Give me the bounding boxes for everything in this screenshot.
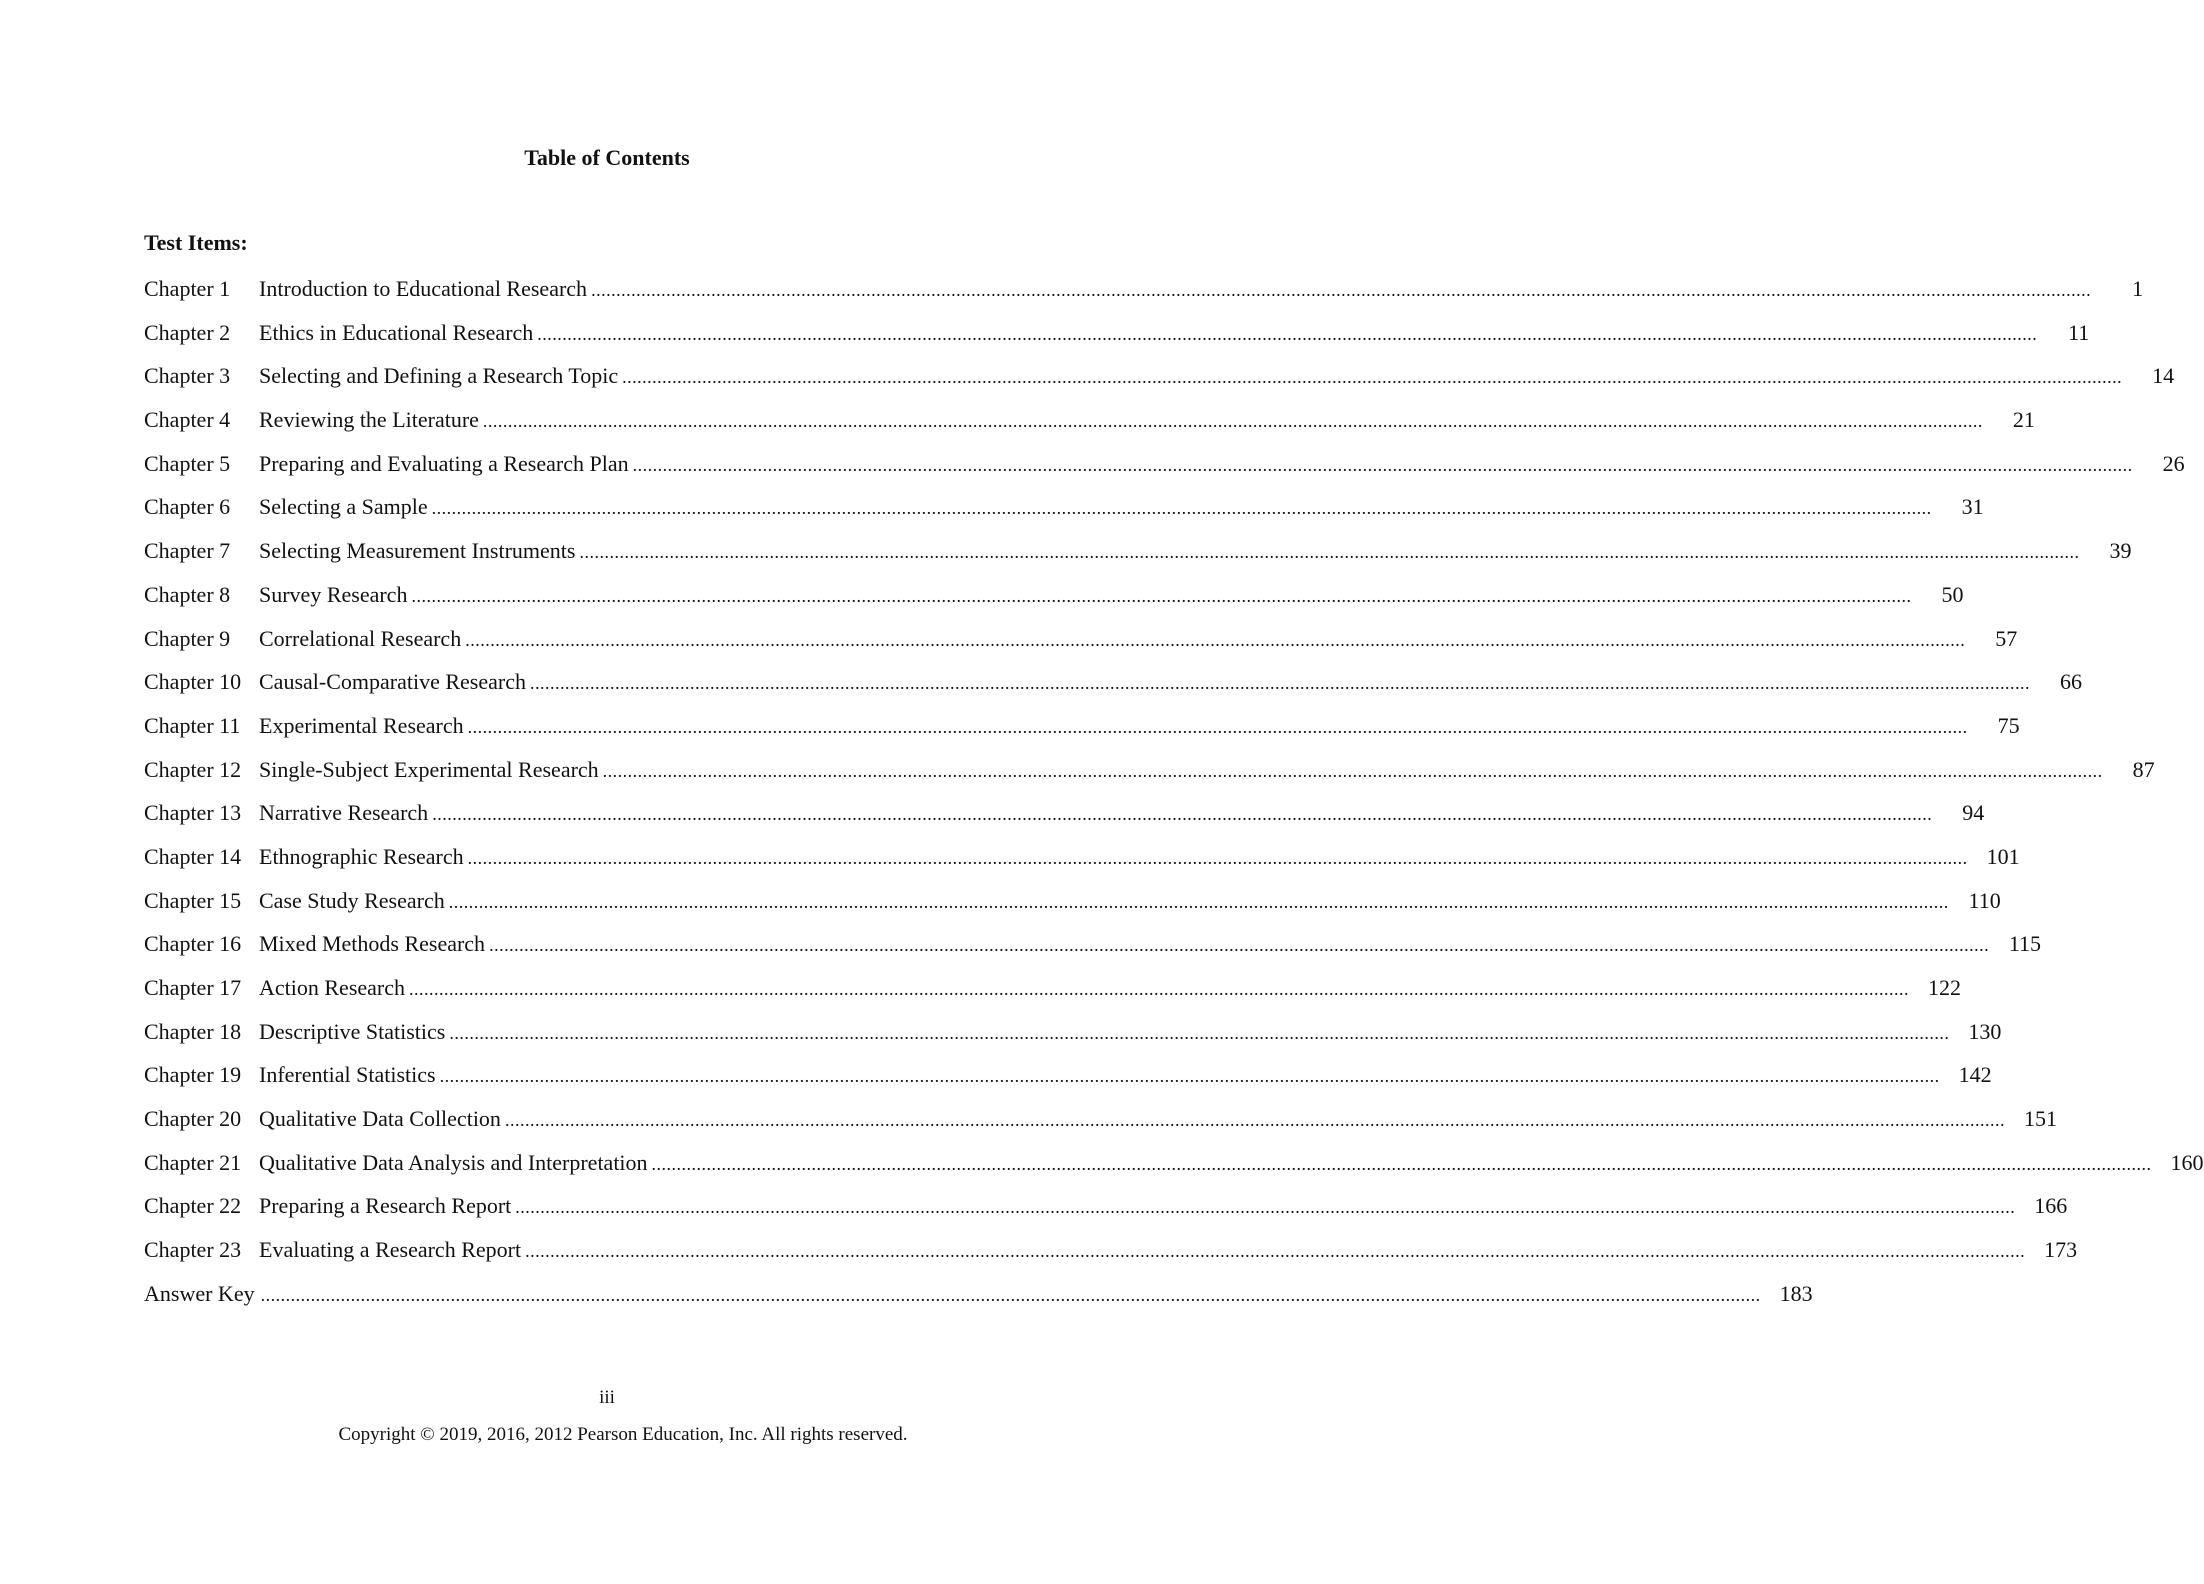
toc-entry-chapter-12 xyxy=(144,755,2155,799)
dot-leader: ............................................................................................................................................................................................................................................................................................................ xyxy=(632,454,2133,475)
chapter-title: Narrative Research xyxy=(259,800,429,826)
chapter-label: Chapter 2 xyxy=(144,319,231,345)
toc-entry-chapter-21 xyxy=(144,1148,2204,1192)
chapter-label: Chapter 23 xyxy=(144,1237,242,1263)
toc-list xyxy=(144,274,2204,1323)
toc-entry-chapter-3 xyxy=(144,361,2175,405)
chapter-label: Chapter 1 xyxy=(144,276,231,301)
dot-leader: ............................................................................................................................................................................................................................................................................................................ xyxy=(448,891,1949,912)
chapter-label: Chapter 14 xyxy=(144,843,242,869)
chapter-label: Chapter 8 xyxy=(144,581,231,607)
chapter-title: Selecting Measurement Instruments xyxy=(259,538,576,564)
dot-leader: ............................................................................................................................................................................................................................................................................................................ xyxy=(432,804,1933,825)
chapter-label: Chapter 20 xyxy=(144,1106,242,1132)
toc-entry-chapter-5 xyxy=(144,449,2185,493)
page-number: 130 xyxy=(1968,1018,2002,1044)
page-number: 50 xyxy=(1941,581,1964,607)
chapter-label: Chapter 9 xyxy=(144,625,231,651)
dot-leader: ............................................................................................................................................................................................................................................................................................................ xyxy=(515,1197,2016,1218)
dot-leader: ............................................................................................................................................................................................................................................................................................................ xyxy=(467,847,1968,868)
page-number: 75 xyxy=(1997,712,2020,738)
chapter-title: Inferential Statistics xyxy=(259,1062,436,1088)
chapter-title: Introduction to Educational Research xyxy=(259,276,588,301)
dot-leader: ............................................................................................................................................................................................................................................................................................................ xyxy=(602,760,2103,781)
dot-leader: ............................................................................................................................................................................................................................................................................................................ xyxy=(504,1110,2005,1131)
chapter-label: Chapter 6 xyxy=(144,494,231,520)
page-number: 101 xyxy=(1986,843,2020,869)
page-number: 14 xyxy=(2152,363,2175,389)
chapter-title: Selecting a Sample xyxy=(259,494,428,520)
page-number: 151 xyxy=(2023,1106,2057,1132)
page-number: 183 xyxy=(1779,1280,1813,1306)
page-title: Table of Contents xyxy=(524,145,690,170)
toc-entry-chapter-15 xyxy=(144,886,2001,930)
chapter-label: Chapter 21 xyxy=(144,1149,242,1175)
dot-leader: ............................................................................................................................................................................................................................................................................................................ xyxy=(489,935,1990,956)
toc-entry-chapter-22 xyxy=(144,1191,2068,1235)
chapter-label: Chapter 13 xyxy=(144,800,242,826)
dot-leader: ............................................................................................................................................................................................................................................................................................................ xyxy=(622,367,2123,388)
toc-entry-chapter-17 xyxy=(144,973,1961,1017)
chapter-title: Preparing and Evaluating a Research Plan xyxy=(259,450,629,476)
chapter-title: Qualitative Data Collection xyxy=(259,1106,501,1132)
chapter-title: Action Research xyxy=(259,975,405,1000)
page-number: 173 xyxy=(2044,1237,2078,1263)
page-number: 21 xyxy=(2012,407,2035,433)
toc-entry-chapter-13 xyxy=(144,798,1985,842)
page-number: 87 xyxy=(2132,756,2155,782)
dot-leader: ............................................................................................................................................................................................................................................................................................................ xyxy=(431,498,1932,519)
page-footer-number: iii xyxy=(599,1387,615,1408)
dot-leader: ............................................................................................................................................................................................................................................................................................................ xyxy=(529,673,2030,694)
toc-entry-chapter-14 xyxy=(144,842,2020,886)
page-number: 160 xyxy=(2170,1149,2204,1175)
dot-leader: ............................................................................................................................................................................................................................................................................................................ xyxy=(651,1153,2152,1174)
section-heading: Test Items: xyxy=(144,230,248,255)
page-number: 166 xyxy=(2034,1193,2068,1219)
chapter-label: Chapter 11 xyxy=(144,712,241,738)
chapter-label: Chapter 3 xyxy=(144,363,231,389)
toc-entry-chapter-9 xyxy=(144,624,2018,668)
chapter-title: Experimental Research xyxy=(259,712,464,738)
chapter-title: Preparing a Research Report xyxy=(259,1193,512,1219)
chapter-label: Chapter 12 xyxy=(144,756,242,782)
copyright-notice: Copyright © 2019, 2016, 2012 Pearson Education, Inc. All rights reserved. xyxy=(338,1424,908,1445)
chapter-label: Chapter 15 xyxy=(144,887,242,913)
toc-entry-chapter-7 xyxy=(144,536,2132,580)
toc-entry-chapter-8 xyxy=(144,580,1964,624)
chapter-label: Chapter 17 xyxy=(144,975,242,1000)
dot-leader: ............................................................................................................................................................................................................................................................................................................ xyxy=(579,542,2080,563)
chapter-title: Evaluating a Research Report xyxy=(259,1237,522,1263)
page-number: 115 xyxy=(2008,931,2042,957)
toc-entry-chapter-23 xyxy=(144,1235,2078,1279)
page-number: 122 xyxy=(1928,975,1961,1000)
toc-entry-chapter-1 xyxy=(144,274,2144,318)
page-number: 110 xyxy=(1968,887,2001,913)
chapter-title: Causal-Comparative Research xyxy=(259,669,526,695)
toc-entry-chapter-6 xyxy=(144,492,1984,536)
toc-entry-chapter-2 xyxy=(144,318,2090,362)
page-number: 11 xyxy=(2068,319,2090,345)
chapter-title: Single-Subject Experimental Research xyxy=(259,756,599,782)
chapter-label: Chapter 22 xyxy=(144,1193,242,1219)
dot-leader: ............................................................................................................................................................................................................................................................................................................ xyxy=(411,585,1912,606)
chapter-title: Ethics in Educational Research xyxy=(259,319,534,345)
answer-key-title: Answer Key xyxy=(144,1280,255,1306)
dot-leader: ............................................................................................................................................................................................................................................................................................................ xyxy=(537,323,2038,344)
page-number: 31 xyxy=(1961,494,1984,520)
dot-leader: ............................................................................................................................................................................................................................................................................................................ xyxy=(409,979,1909,999)
page-number: 57 xyxy=(1995,625,2018,651)
chapter-label: Chapter 4 xyxy=(144,407,231,433)
toc-entry-chapter-20 xyxy=(144,1104,2057,1148)
page-number: 26 xyxy=(2162,450,2185,476)
chapter-title: Correlational Research xyxy=(259,625,462,651)
toc-entry-chapter-11 xyxy=(144,711,2020,755)
chapter-title: Descriptive Statistics xyxy=(259,1018,446,1044)
dot-leader: ............................................................................................................................................................................................................................................................................................................ xyxy=(465,629,1966,650)
dot-leader: ............................................................................................................................................................................................................................................................................................................ xyxy=(591,280,2092,300)
toc-entry-chapter-16 xyxy=(144,929,2042,973)
chapter-title: Mixed Methods Research xyxy=(259,931,486,957)
chapter-title: Qualitative Data Analysis and Interpretation xyxy=(259,1149,648,1175)
dot-leader: ............................................................................................................................................................................................................................................................................................................ xyxy=(260,1284,1761,1305)
page-number: 94 xyxy=(1962,800,1985,826)
toc-entry-chapter-18 xyxy=(144,1017,2002,1061)
chapter-label: Chapter 16 xyxy=(144,931,242,957)
dot-leader: ............................................................................................................................................................................................................................................................................................................ xyxy=(439,1066,1940,1087)
dot-leader: ............................................................................................................................................................................................................................................................................................................ xyxy=(482,411,1983,432)
page-number: 66 xyxy=(2059,669,2082,695)
page-number: 39 xyxy=(2109,538,2132,564)
toc-entry-answer-key xyxy=(144,1279,1813,1323)
chapter-title: Reviewing the Literature xyxy=(259,407,479,433)
chapter-label: Chapter 5 xyxy=(144,450,231,476)
chapter-label: Chapter 18 xyxy=(144,1018,242,1044)
chapter-title: Ethnographic Research xyxy=(259,843,464,869)
toc-entry-chapter-10 xyxy=(144,667,2082,711)
page-number: 1 xyxy=(2132,276,2144,301)
dot-leader: ............................................................................................................................................................................................................................................................................................................ xyxy=(449,1022,1950,1043)
toc-entry-chapter-4 xyxy=(144,405,2035,449)
chapter-label: Chapter 10 xyxy=(144,669,242,695)
toc-entry-chapter-19 xyxy=(144,1060,1992,1104)
chapter-label: Chapter 7 xyxy=(144,538,231,564)
chapter-label: Chapter 19 xyxy=(144,1062,242,1088)
chapter-title: Case Study Research xyxy=(259,887,445,913)
chapter-title: Selecting and Defining a Research Topic xyxy=(259,363,619,389)
dot-leader: ............................................................................................................................................................................................................................................................................................................ xyxy=(525,1241,2026,1262)
dot-leader: ............................................................................................................................................................................................................................................................................................................ xyxy=(467,716,1968,737)
chapter-title: Survey Research xyxy=(259,581,408,607)
page-number: 142 xyxy=(1958,1062,1992,1088)
